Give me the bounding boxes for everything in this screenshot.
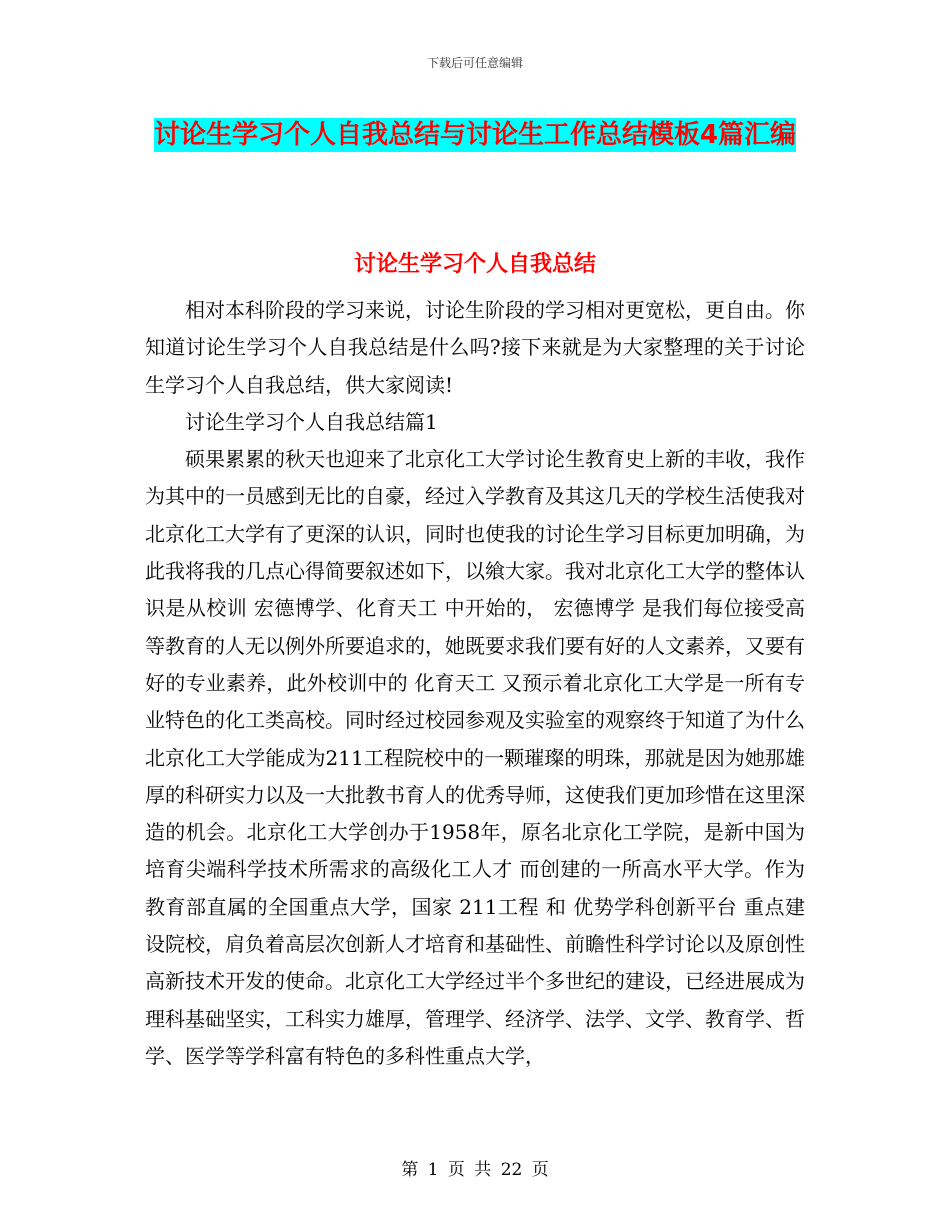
intro-paragraph: 相对本科阶段的学习来说，讨论生阶段的学习相对更宽松，更自由。你知道讨论生学习个人自我总结是什么吗?接下来就是为大家整理的关于讨论生学习个人自我总结，供大家阅读! [145, 298, 805, 397]
body-paragraph: 硕果累累的秋天也迎来了北京化工大学讨论生教育史上新的丰收，我作为其中的一员感到无比的自豪，经过入学教育及其这几天的学校生活使我对北京化工大学有了更深的认识，同时也使我的讨论生学习目标更加明确，为此我将我的几点心得简要叙述如下，以飨大家。我对北京化工大学的整体认识是从校训 宏德博学、化育天工 中开始的， 宏德博学 是我们每位接受高等教育的人无以例外所要追求的，她既要求我们要有好的人文素养，又要有好的专业素养，此外校训中的 化育天工 又预示着北京化工大学是一所有专业特色的化工类高校。同时经过校园参观及实验室的观察终于知道了为什么北京化工大学能成为211工程院校中的一颗璀璨的明珠，那就是因为她那雄厚的科研实力以及一大批教书育人的优秀导师，这使我们更加珍惜在这里深造的机会。北京化工大学创办于1958年，原名北京化工学院，是新中国为 培育尖端科学技术所需求的高级化工人才 而创建的一所高水平大学。作为教育部直属的全国重点大学，国家 211工程 和 优势学科创新平台 重点建设院校，肩负着高层次创新人才培育和基础性、前瞻性科学讨论以及原创性高新技术开发的使命。北京化工大学经过半个多世纪的建设，已经进展成为理科基础坚实，工科实力雄厚，管理学、经济学、法学、文学、教育学、哲学、医学等学科富有特色的多科性重点大学， [145, 447, 805, 1068]
document-title-text: 讨论生学习个人自我总结与讨论生工作总结模板4篇汇编 [153, 120, 797, 150]
document-body [145, 292, 805, 1075]
document-title [150, 110, 800, 160]
subsection-heading: 讨论生学习个人自我总结篇1 [185, 409, 438, 434]
section-title: 讨论生学习个人自我总结 [353, 252, 596, 277]
page-footer: 第 1 页 共 22 页 [401, 1160, 549, 1180]
header-note: 下载后可任意编辑 [426, 56, 523, 70]
